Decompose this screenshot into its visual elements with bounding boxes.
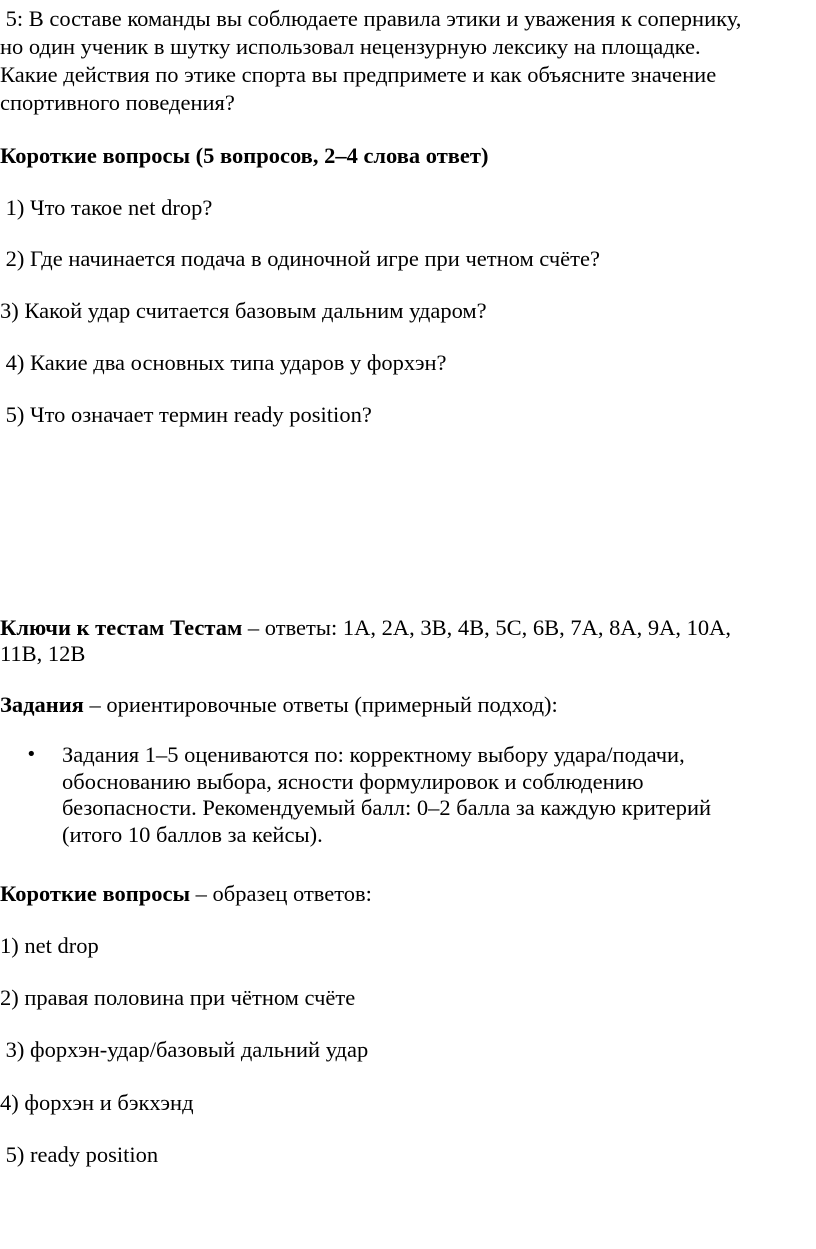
sample-answer-2: 2) правая половина при чётном счёте xyxy=(0,985,356,1010)
sample-answers-heading xyxy=(0,881,372,908)
tasks-bullet-line-2: обоснованию выбора, ясности формулировок и соблюдению xyxy=(62,768,644,794)
sample-answers-heading-bold: Короткие вопросы xyxy=(0,881,191,906)
sample-answer-1: 1) net drop xyxy=(0,933,99,958)
test-keys-line-2: 11B, 12B xyxy=(0,641,86,666)
question-5-line-2: но один ученик в шутку использовал нецензурную лексику на площадке. xyxy=(0,34,701,59)
tasks-bullet-text xyxy=(62,742,802,848)
question-5-line-4: спортивного поведения? xyxy=(0,90,235,115)
question-5-line-1: 5: В составе команды вы соблюдаете правила этики и уважения к сопернику, xyxy=(0,6,742,31)
short-question-5: 5) Что означает термин ready position? xyxy=(0,402,372,427)
short-question-3: 3) Какой удар считается базовым дальним ударом? xyxy=(0,298,487,323)
tasks-bullet-line-4: (итого 10 баллов за кейсы). xyxy=(62,821,323,847)
question-5-line-3: Какие действия по этике спорта вы предпримете и как объясните значение xyxy=(0,62,717,87)
short-question-4: 4) Какие два основных типа ударов у форхэн? xyxy=(0,350,447,375)
test-keys-line-1 xyxy=(0,615,731,642)
sample-answer-4: 4) форхэн и бэкхэнд xyxy=(0,1090,194,1115)
tasks-bullet-line-3: безопасности. Рекомендуемый балл: 0–2 балла за каждую критерий xyxy=(62,795,712,820)
tasks-heading xyxy=(0,692,558,719)
sample-answers-heading-rest: – образец ответов: xyxy=(190,881,372,906)
short-question-2: 2) Где начинается подача в одиночной игре при четном счёте? xyxy=(0,246,600,271)
tasks-heading-rest: – ориентировочные ответы (примерный подход): xyxy=(83,692,558,717)
short-questions-heading: Короткие вопросы (5 вопросов, 2–4 слова ответ) xyxy=(0,143,489,168)
short-question-1: 1) Что такое net drop? xyxy=(0,195,213,220)
test-keys-heading: Ключи к тестам Тестам xyxy=(0,615,243,640)
tasks-heading-bold: Задания xyxy=(0,692,84,717)
sample-answer-5: 5) ready position xyxy=(0,1142,159,1167)
bullet-icon: • xyxy=(26,744,37,765)
tasks-bullet-line-1: Задания 1–5 оцениваются по: корректному выбору удара/подачи, xyxy=(62,742,685,767)
sample-answer-3: 3) форхэн-удар/базовый дальний удар xyxy=(0,1037,369,1062)
test-keys-answers: – ответы: 1A, 2A, 3B, 4B, 5C, 6B, 7A, 8A, 9A, 10A, xyxy=(242,615,732,640)
